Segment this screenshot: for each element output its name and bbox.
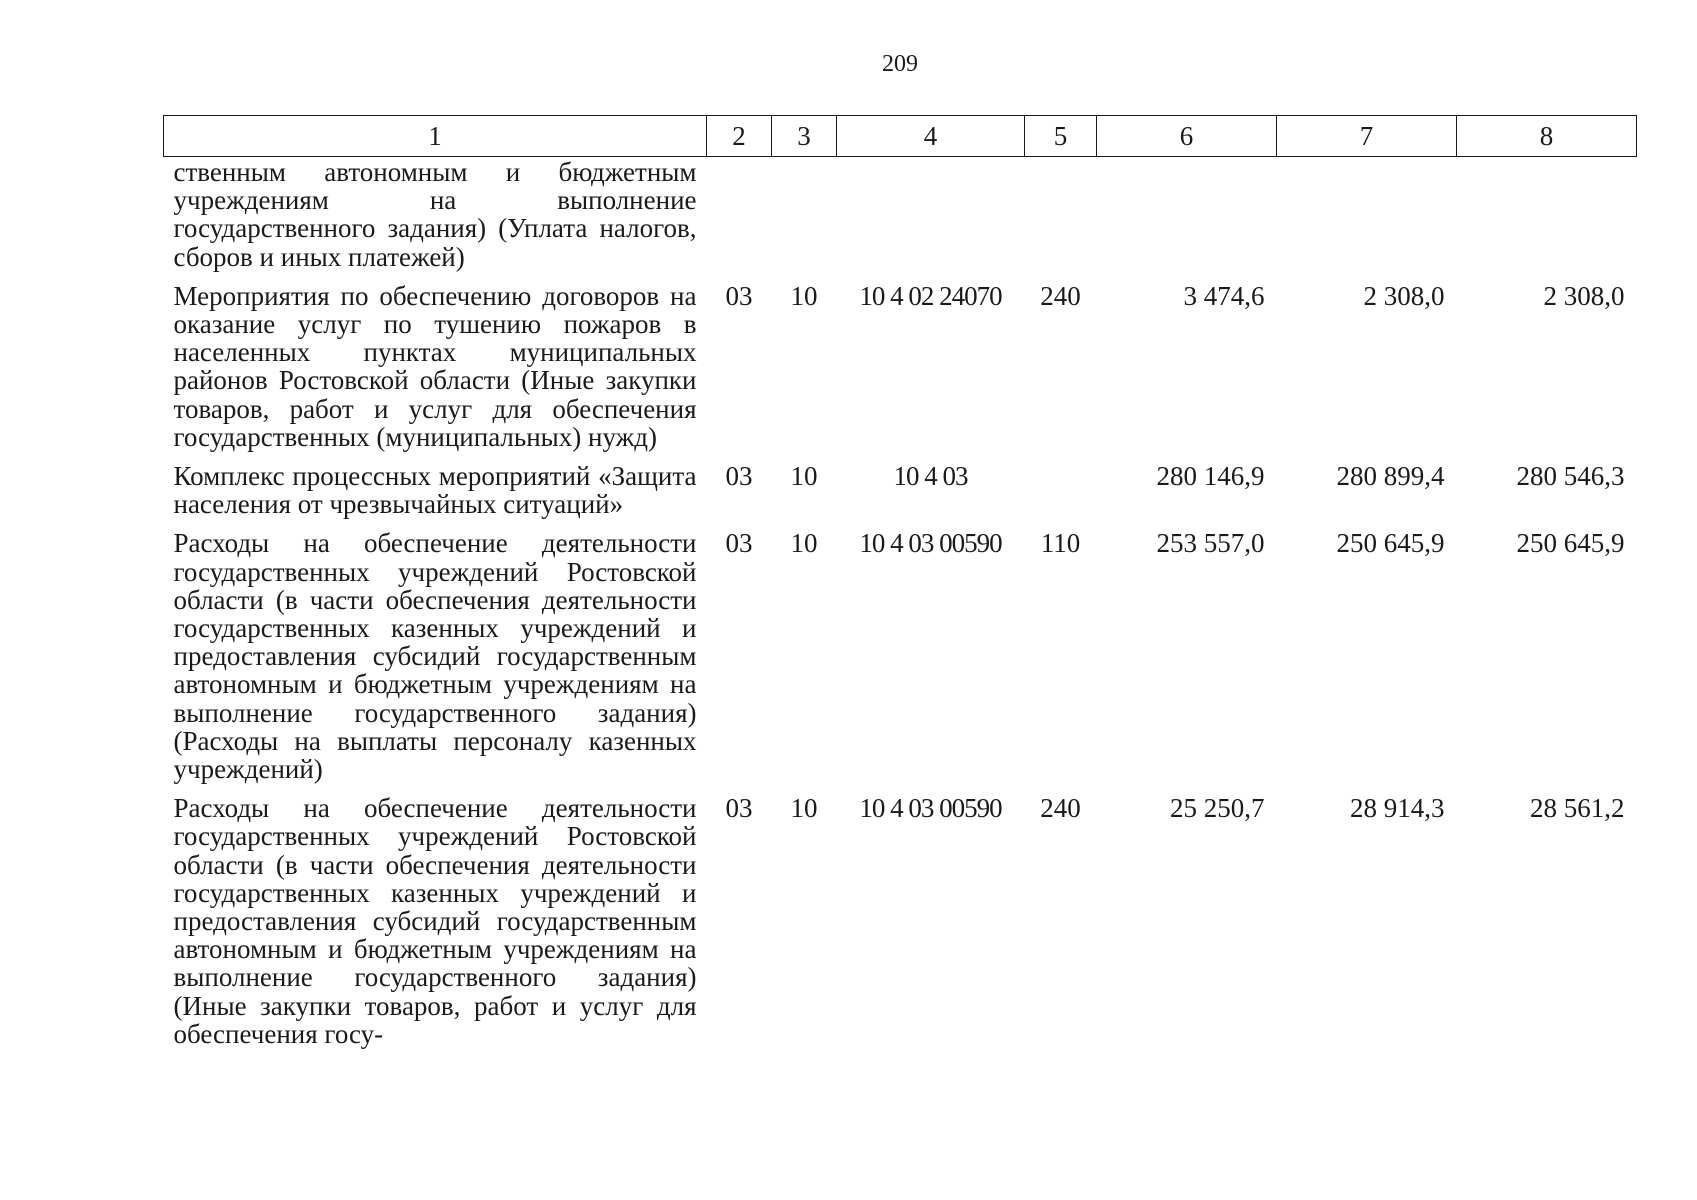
column-header-8: 8 xyxy=(1457,116,1637,157)
amount-col7 xyxy=(1277,157,1457,282)
subsection-code: 10 xyxy=(790,528,818,559)
column-header-5: 5 xyxy=(1025,116,1097,157)
expense-type-code: 240 xyxy=(1040,793,1081,824)
amount-col8: 250 645,9 xyxy=(1516,528,1625,559)
amount-col8 xyxy=(1457,157,1637,282)
expense-type-code: 110 xyxy=(1040,528,1081,559)
target-article-code: 10 4 03 xyxy=(893,461,968,492)
row-description: Мероприятия по обеспечению договоров на оказание услуг по тушению пожаров в населенных пунктах муниципальных районов Ростовской области (Иные закупки товаров, работ и услуг для обеспечения государственных (муниципальных) нужд) xyxy=(173,280,697,452)
column-header-4: 4 xyxy=(837,116,1025,157)
target-article-code: 10 4 03 00590 xyxy=(859,528,1002,559)
row-description: ственным автономным и бюджетным учреждениям на выполнение государственного задания) (Уплата налогов, сборов и иных платежей) xyxy=(173,157,697,272)
table-row xyxy=(164,282,1637,462)
amount-col6 xyxy=(1097,157,1277,282)
column-header-2: 2 xyxy=(707,116,772,157)
subsection-code: 10 xyxy=(790,461,818,492)
amount-col7: 2 308,0 xyxy=(1363,280,1445,311)
page-number: 209 xyxy=(882,51,918,77)
expense-type-code: 240 xyxy=(1040,280,1081,311)
section-code: 03 xyxy=(725,280,753,311)
table-row xyxy=(164,157,1637,282)
subsection-code: 10 xyxy=(790,280,818,311)
amount-col7: 280 899,4 xyxy=(1336,461,1445,492)
column-header-1: 1 xyxy=(164,116,707,157)
section-code xyxy=(707,157,772,282)
column-header-6: 6 xyxy=(1097,116,1277,157)
amount-col8: 2 308,0 xyxy=(1543,280,1625,311)
budget-table xyxy=(163,115,1637,1059)
row-description: Расходы на обеспечение деятельности государственных учреждений Ростовской области (в части обеспечения деятельности государственных казенных учреждений и предоставления субсидий государственным автономным и бюджетным учреждениям на выполнение государственного задания) (Расходы на выплаты персоналу казенных учреждений) xyxy=(173,528,697,785)
amount-col6: 280 146,9 xyxy=(1156,461,1265,492)
amount-col7: 28 914,3 xyxy=(1350,793,1445,824)
column-header-7: 7 xyxy=(1277,116,1457,157)
amount-col6: 3 474,6 xyxy=(1183,280,1265,311)
section-code: 03 xyxy=(725,528,753,559)
amount-col6: 253 557,0 xyxy=(1156,528,1265,559)
amount-col7: 250 645,9 xyxy=(1336,528,1445,559)
table-row xyxy=(164,462,1637,529)
table-row xyxy=(164,794,1637,1059)
amount-col8: 280 546,3 xyxy=(1516,461,1625,492)
table-header xyxy=(164,116,1637,157)
target-article-code: 10 4 03 00590 xyxy=(859,793,1002,824)
subsection-code xyxy=(772,157,837,282)
subsection-code: 10 xyxy=(790,793,818,824)
expense-type-code xyxy=(1025,157,1097,282)
section-code: 03 xyxy=(725,461,753,492)
row-description: Комплекс процессных мероприятий «Защита населения от чрезвычайных ситуаций» xyxy=(173,461,697,520)
section-code: 03 xyxy=(725,793,753,824)
row-description: Расходы на обеспечение деятельности государственных учреждений Ростовской области (в части обеспечения деятельности государственных казенных учреждений и предоставления субсидий государственным автономным и бюджетным учреждениям на выполнение государственного задания) (Иные закупки товаров, работ и услуг для обеспечения госу- xyxy=(173,793,697,1049)
column-header-3: 3 xyxy=(772,116,837,157)
target-article-code xyxy=(837,157,1025,282)
amount-col6: 25 250,7 xyxy=(1170,793,1265,824)
table-row xyxy=(164,529,1637,794)
amount-col8: 28 561,2 xyxy=(1530,793,1625,824)
expense-type-code xyxy=(1025,462,1097,529)
target-article-code: 10 4 02 24070 xyxy=(859,280,1002,311)
